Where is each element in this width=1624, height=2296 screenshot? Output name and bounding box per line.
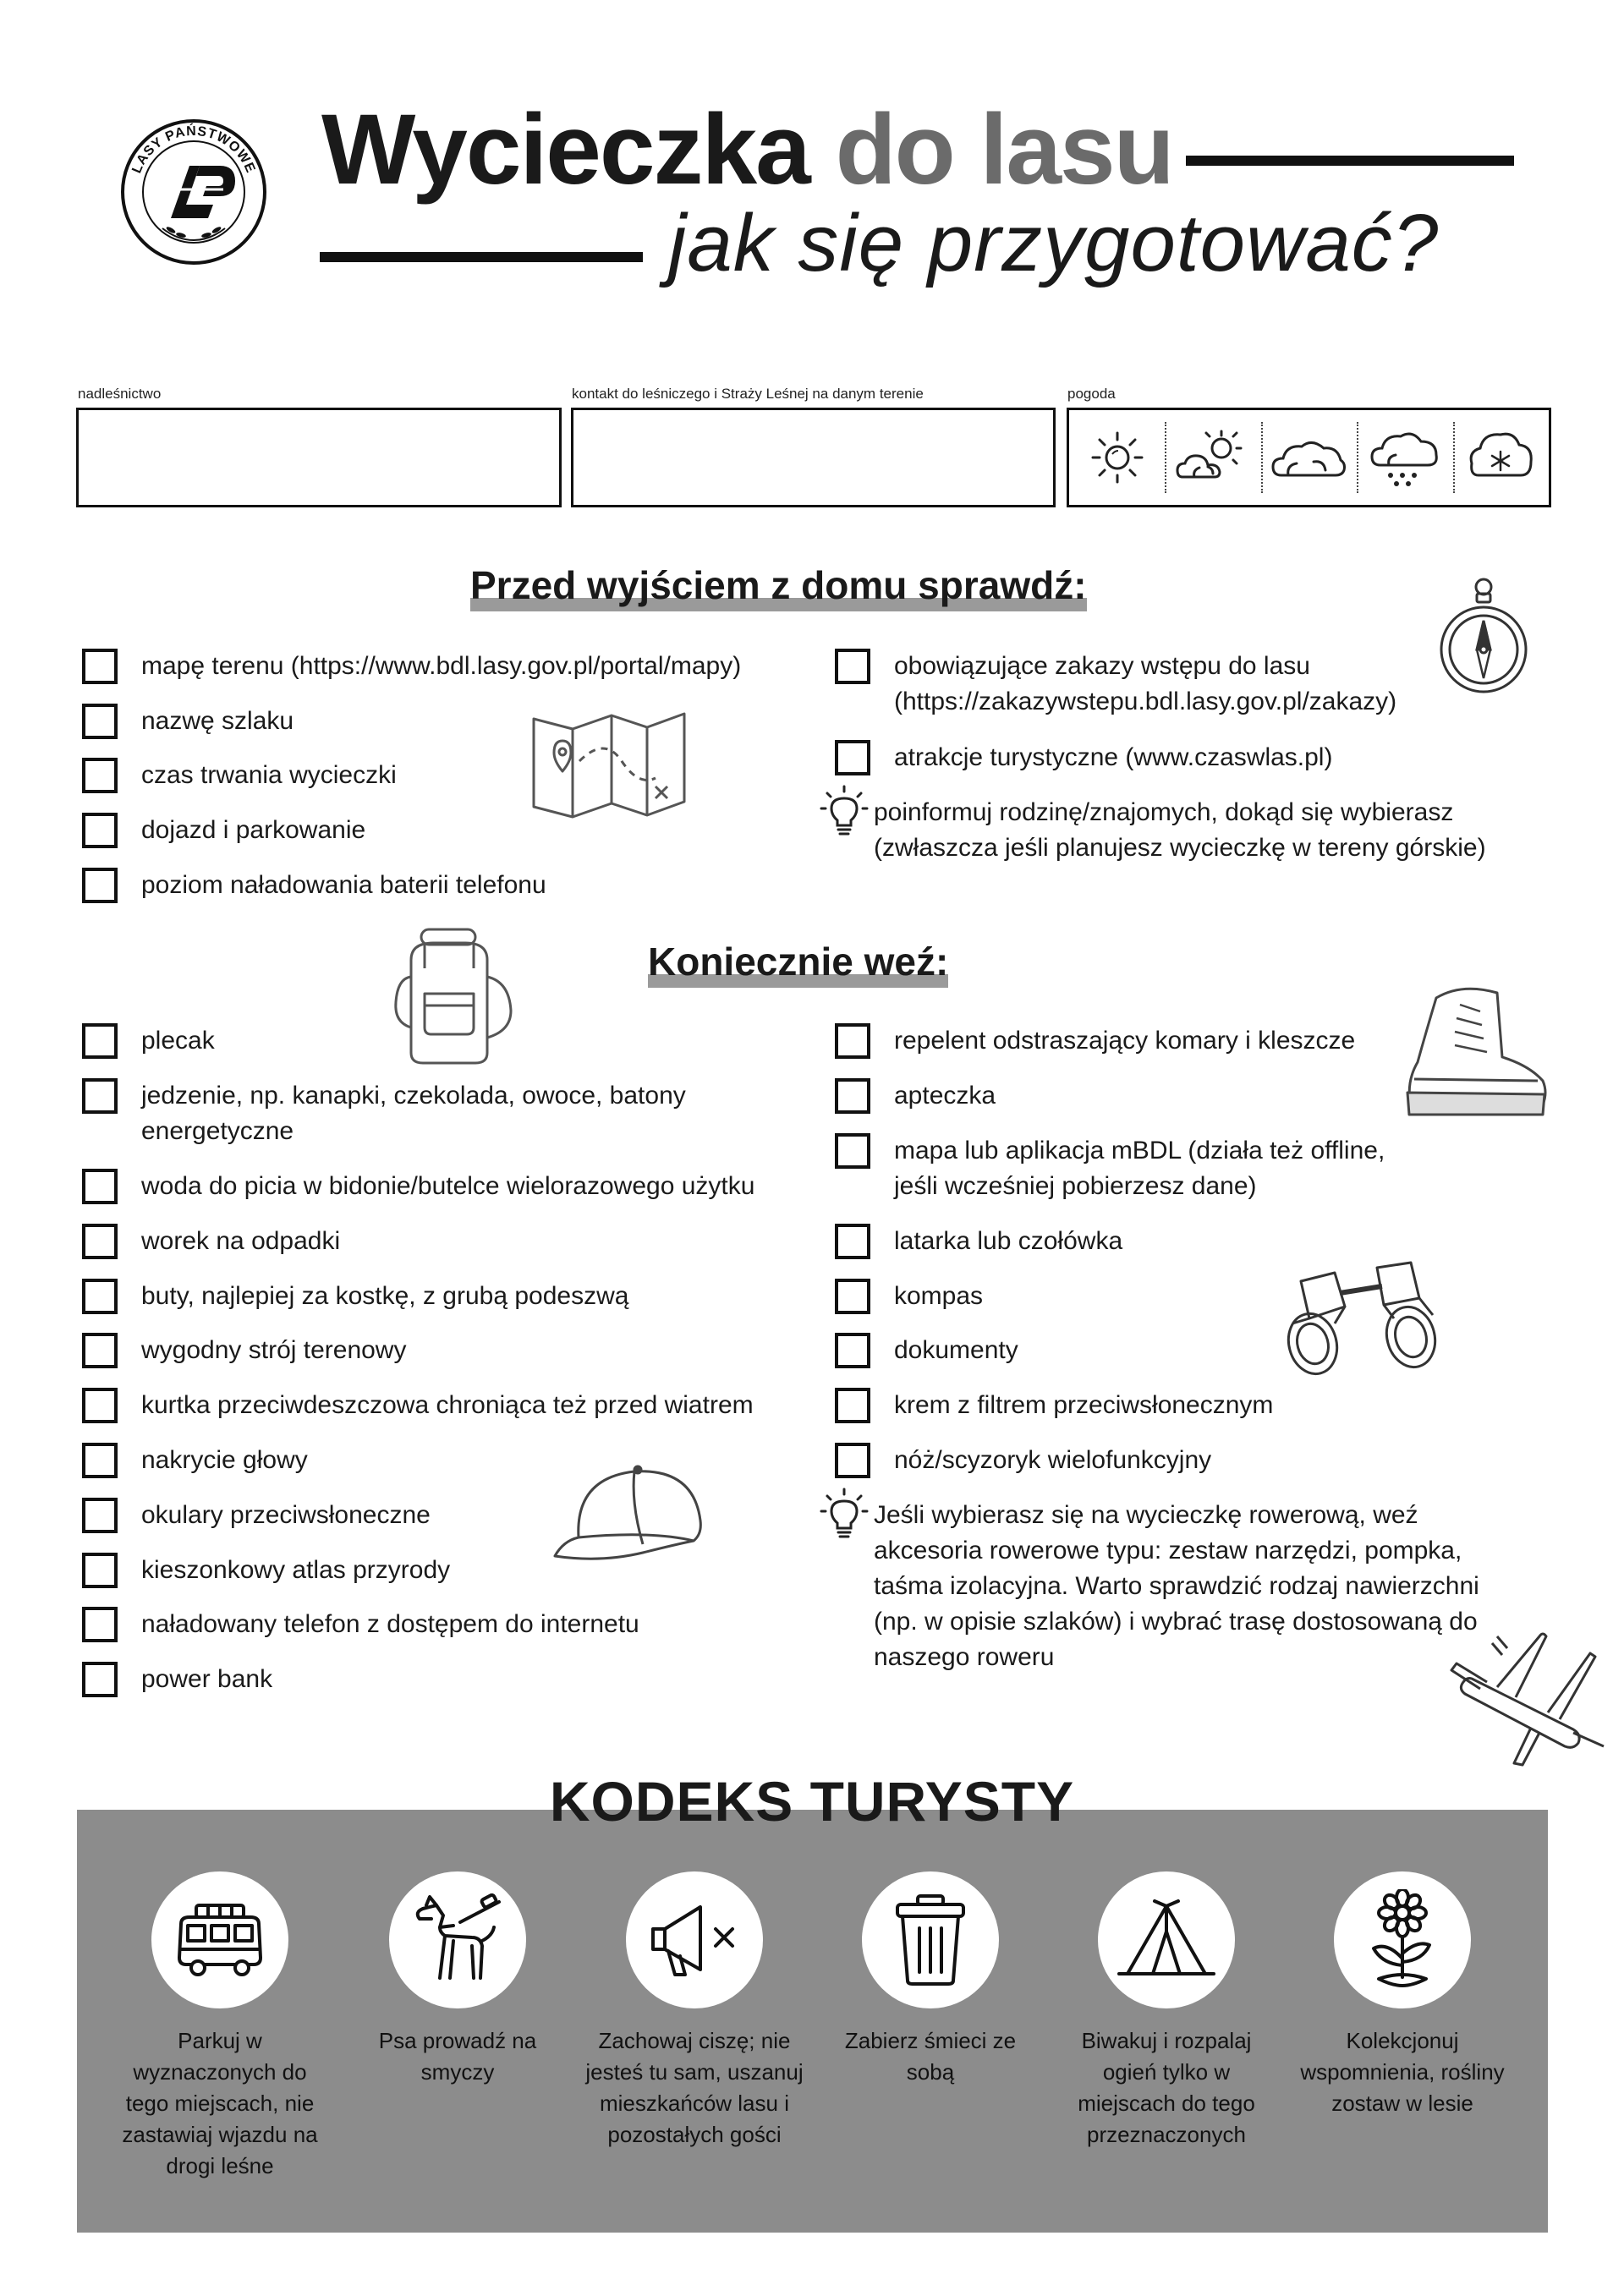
checkbox[interactable]	[82, 758, 118, 793]
check-label: atrakcje turystyczne (www.czaswlas.pl)	[894, 743, 1333, 771]
kodeks-text-camping: Biwakuj i rozpalaj ogień tylko w miejscach do tego przeznaczonych	[1078, 2028, 1255, 2147]
check-label: dokumenty	[894, 1336, 1018, 1364]
cloud-icon[interactable]	[1261, 410, 1357, 505]
checkbox[interactable]	[82, 1607, 118, 1642]
kodeks-text-flowers: Kolekcjonuj wspomnienia, rośliny zostaw w lesie	[1300, 2028, 1505, 2116]
check-label: wygodny strój terenowy	[141, 1336, 407, 1364]
check-label: woda do picia w bidonie/butelce wielorazowego użytku	[141, 1172, 755, 1200]
check-item-sunscreen[interactable]	[835, 1388, 1273, 1423]
check-label: buty, najlepiej za kostkę, z grubą podeszwą	[141, 1282, 629, 1310]
check-label: czas trwania wycieczki	[141, 761, 397, 789]
check-item-backpack[interactable]	[82, 1023, 215, 1059]
section2-heading: Koniecznie weź:	[648, 939, 948, 984]
checkbox[interactable]	[82, 1169, 118, 1204]
nadlesnictwo-field[interactable]	[76, 408, 562, 507]
check-label: latarka lub czołówka	[894, 1227, 1123, 1255]
check-item-trash-bag[interactable]	[82, 1224, 340, 1259]
check-item-powerbank[interactable]	[82, 1662, 272, 1697]
check-item-headwear[interactable]	[82, 1443, 308, 1478]
checkbox[interactable]	[82, 868, 118, 903]
check-label: krem z filtrem przeciwsłonecznym	[894, 1391, 1274, 1419]
check-label: mapę terenu (https://www.bdl.lasy.gov.pl/portal/mapy)	[141, 652, 742, 680]
compass-icon	[1438, 575, 1531, 706]
check-label: kieszonkowy atlas przyrody	[141, 1556, 451, 1584]
check-item-access[interactable]	[82, 813, 365, 848]
weather-box	[1067, 408, 1551, 507]
label-pogoda: pogoda	[1067, 386, 1116, 402]
kodeks-text-silence: Zachowaj ciszę; nie jesteś tu sam, uszanuj mieszkańców lasu i pozostałych gości	[585, 2028, 804, 2147]
check-label: worek na odpadki	[141, 1227, 341, 1255]
check-label: poziom naładowania baterii telefonu	[141, 871, 546, 899]
check-item-trail[interactable]	[82, 704, 294, 739]
check-label: plecak	[141, 1027, 215, 1055]
checkbox[interactable]	[82, 1224, 118, 1259]
check-label: nazwę szlaku	[141, 707, 294, 735]
check-item-compass[interactable]	[835, 1279, 983, 1314]
checkbox[interactable]	[835, 740, 870, 775]
check-label: dojazd i parkowanie	[141, 816, 366, 844]
check-item-phone[interactable]	[82, 1607, 639, 1642]
checkbox[interactable]	[82, 649, 118, 684]
check-item-shoes[interactable]	[82, 1279, 628, 1314]
check-item-battery[interactable]	[82, 868, 546, 903]
megaphone-mute-icon	[626, 1871, 763, 2008]
snow-cloud-icon[interactable]	[1453, 410, 1549, 505]
multitool-knife-icon	[1446, 1619, 1607, 1776]
check-item-flashlight[interactable]	[835, 1224, 1122, 1259]
tip-inform-family	[826, 795, 1486, 866]
checkbox[interactable]	[82, 1078, 118, 1114]
check-label: nóż/scyzoryk wielofunkcyjny	[894, 1446, 1212, 1474]
tent-fire-icon	[1098, 1871, 1235, 2008]
check-item-duration[interactable]	[82, 758, 397, 793]
sun-cloud-icon[interactable]	[1165, 410, 1260, 505]
checkbox[interactable]	[835, 1279, 870, 1314]
title-rule-left	[320, 252, 643, 262]
checkbox[interactable]	[835, 1388, 870, 1423]
label-nadlesnictwo: nadleśnictwo	[78, 386, 162, 402]
check-label: kompas	[894, 1282, 984, 1310]
hiking-boot-icon	[1402, 981, 1550, 1129]
title-rule-right	[1186, 156, 1514, 166]
checkbox[interactable]	[82, 1662, 118, 1697]
checkbox[interactable]	[82, 813, 118, 848]
check-label: apteczka	[894, 1082, 996, 1110]
checkbox[interactable]	[82, 1443, 118, 1478]
tip-bicycle	[826, 1498, 1525, 1675]
page-title	[321, 94, 1173, 205]
check-label: naładowany telefon z dostępem do internetu	[141, 1610, 639, 1638]
check-label: obowiązujące zakazy wstępu do lasu (https://zakazywstepu.bdl.lasy.gov.pl/zakazy)	[894, 652, 1397, 715]
check-label: power bank	[141, 1665, 273, 1693]
checkbox[interactable]	[835, 649, 870, 684]
kodeks-text-parking: Parkuj w wyznaczonych do tego miejscach, nie zastawiaj wjazdu na drogi leśne	[122, 2028, 318, 2178]
flower-icon	[1334, 1871, 1471, 2008]
lasy-panstwowe-logo	[118, 117, 269, 267]
check-item-documents[interactable]	[835, 1333, 1018, 1368]
check-item-first-aid[interactable]	[835, 1078, 996, 1114]
van-icon	[151, 1871, 288, 2008]
checkbox[interactable]	[82, 1279, 118, 1314]
checkbox[interactable]	[835, 1133, 870, 1169]
check-label: jedzenie, np. kanapki, czekolada, owoce, batony energetyczne	[141, 1082, 686, 1145]
checkbox[interactable]	[835, 1078, 870, 1114]
sun-icon[interactable]	[1069, 410, 1165, 505]
checkbox[interactable]	[82, 1333, 118, 1368]
check-item-food[interactable]	[82, 1078, 691, 1149]
check-item-sunglasses[interactable]	[82, 1498, 431, 1533]
dog-leash-icon	[389, 1871, 526, 2008]
checkbox[interactable]	[82, 1498, 118, 1533]
check-label: kurtka przeciwdeszczowa chroniąca też przed wiatrem	[141, 1391, 754, 1419]
check-item-water[interactable]	[82, 1169, 754, 1204]
lightbulb-icon	[815, 783, 874, 842]
tip-text: poinformuj rodzinę/znajomych, dokąd się wybierasz (zwłaszcza jeśli planujesz wycieczkę w tereny górskie)	[874, 798, 1486, 862]
checkbox[interactable]	[835, 1443, 870, 1478]
title-part-black: Wycieczka	[321, 94, 809, 205]
check-item-outfit[interactable]	[82, 1333, 406, 1368]
trash-can-icon	[862, 1871, 999, 2008]
checkbox[interactable]	[82, 1388, 118, 1423]
check-item-mbdl[interactable]	[835, 1133, 1402, 1204]
checkbox[interactable]	[835, 1224, 870, 1259]
title-part-grey: do lasu	[835, 94, 1173, 205]
check-label: mapa lub aplikacja mBDL (działa też offline, jeśli wcześniej pobierzesz dane)	[894, 1137, 1385, 1200]
check-item-attractions[interactable]	[835, 740, 1332, 775]
tip-text: Jeśli wybierasz się na wycieczkę rowerową, weź akcesoria rowerowe typu: zestaw narzędzi, pompka, taśma izolacyjna. Warto sprawdzić rodzaj nawierzchni (np. w opisie szlaków) i wybrać trasę dostosowaną do naszego roweru	[874, 1501, 1479, 1671]
label-kontakt: kontakt do leśniczego i Straży Leśnej na danym terenie	[572, 386, 924, 402]
kodeks-title: KODEKS TURYSTY	[549, 1770, 1075, 1833]
kodeks-text-dog: Psa prowadź na smyczy	[378, 2028, 537, 2085]
check-item-bans[interactable]	[835, 649, 1396, 720]
check-label: repelent odstraszający komary i kleszcze	[894, 1027, 1356, 1055]
checkbox[interactable]	[82, 704, 118, 739]
checkbox[interactable]	[835, 1333, 870, 1368]
logo-text: LASY PAŃSTWOWE	[129, 123, 258, 176]
check-item-jacket[interactable]	[82, 1388, 754, 1423]
binoculars-icon	[1284, 1256, 1445, 1387]
check-item-atlas[interactable]	[82, 1553, 450, 1588]
backpack-icon	[391, 926, 518, 1074]
check-label: nakrycie głowy	[141, 1446, 308, 1474]
lightbulb-icon	[815, 1486, 874, 1545]
page-subtitle: jak się przygotować?	[668, 198, 1440, 288]
checkbox[interactable]	[82, 1553, 118, 1588]
check-item-knife[interactable]	[835, 1443, 1211, 1478]
checkbox[interactable]	[82, 1023, 118, 1059]
checkbox[interactable]	[835, 1023, 870, 1059]
kodeks-text-trash: Zabierz śmieci ze sobą	[844, 2028, 1017, 2085]
check-item-repellent[interactable]	[835, 1023, 1355, 1059]
kontakt-field[interactable]	[571, 408, 1056, 507]
section1-heading: Przed wyjściem z domu sprawdź:	[470, 562, 1087, 608]
rain-cloud-icon[interactable]	[1357, 410, 1452, 505]
check-label: okulary przeciwsłoneczne	[141, 1501, 431, 1529]
folded-map-icon	[529, 710, 689, 825]
check-item-map[interactable]	[82, 649, 741, 684]
cap-icon	[550, 1453, 719, 1575]
